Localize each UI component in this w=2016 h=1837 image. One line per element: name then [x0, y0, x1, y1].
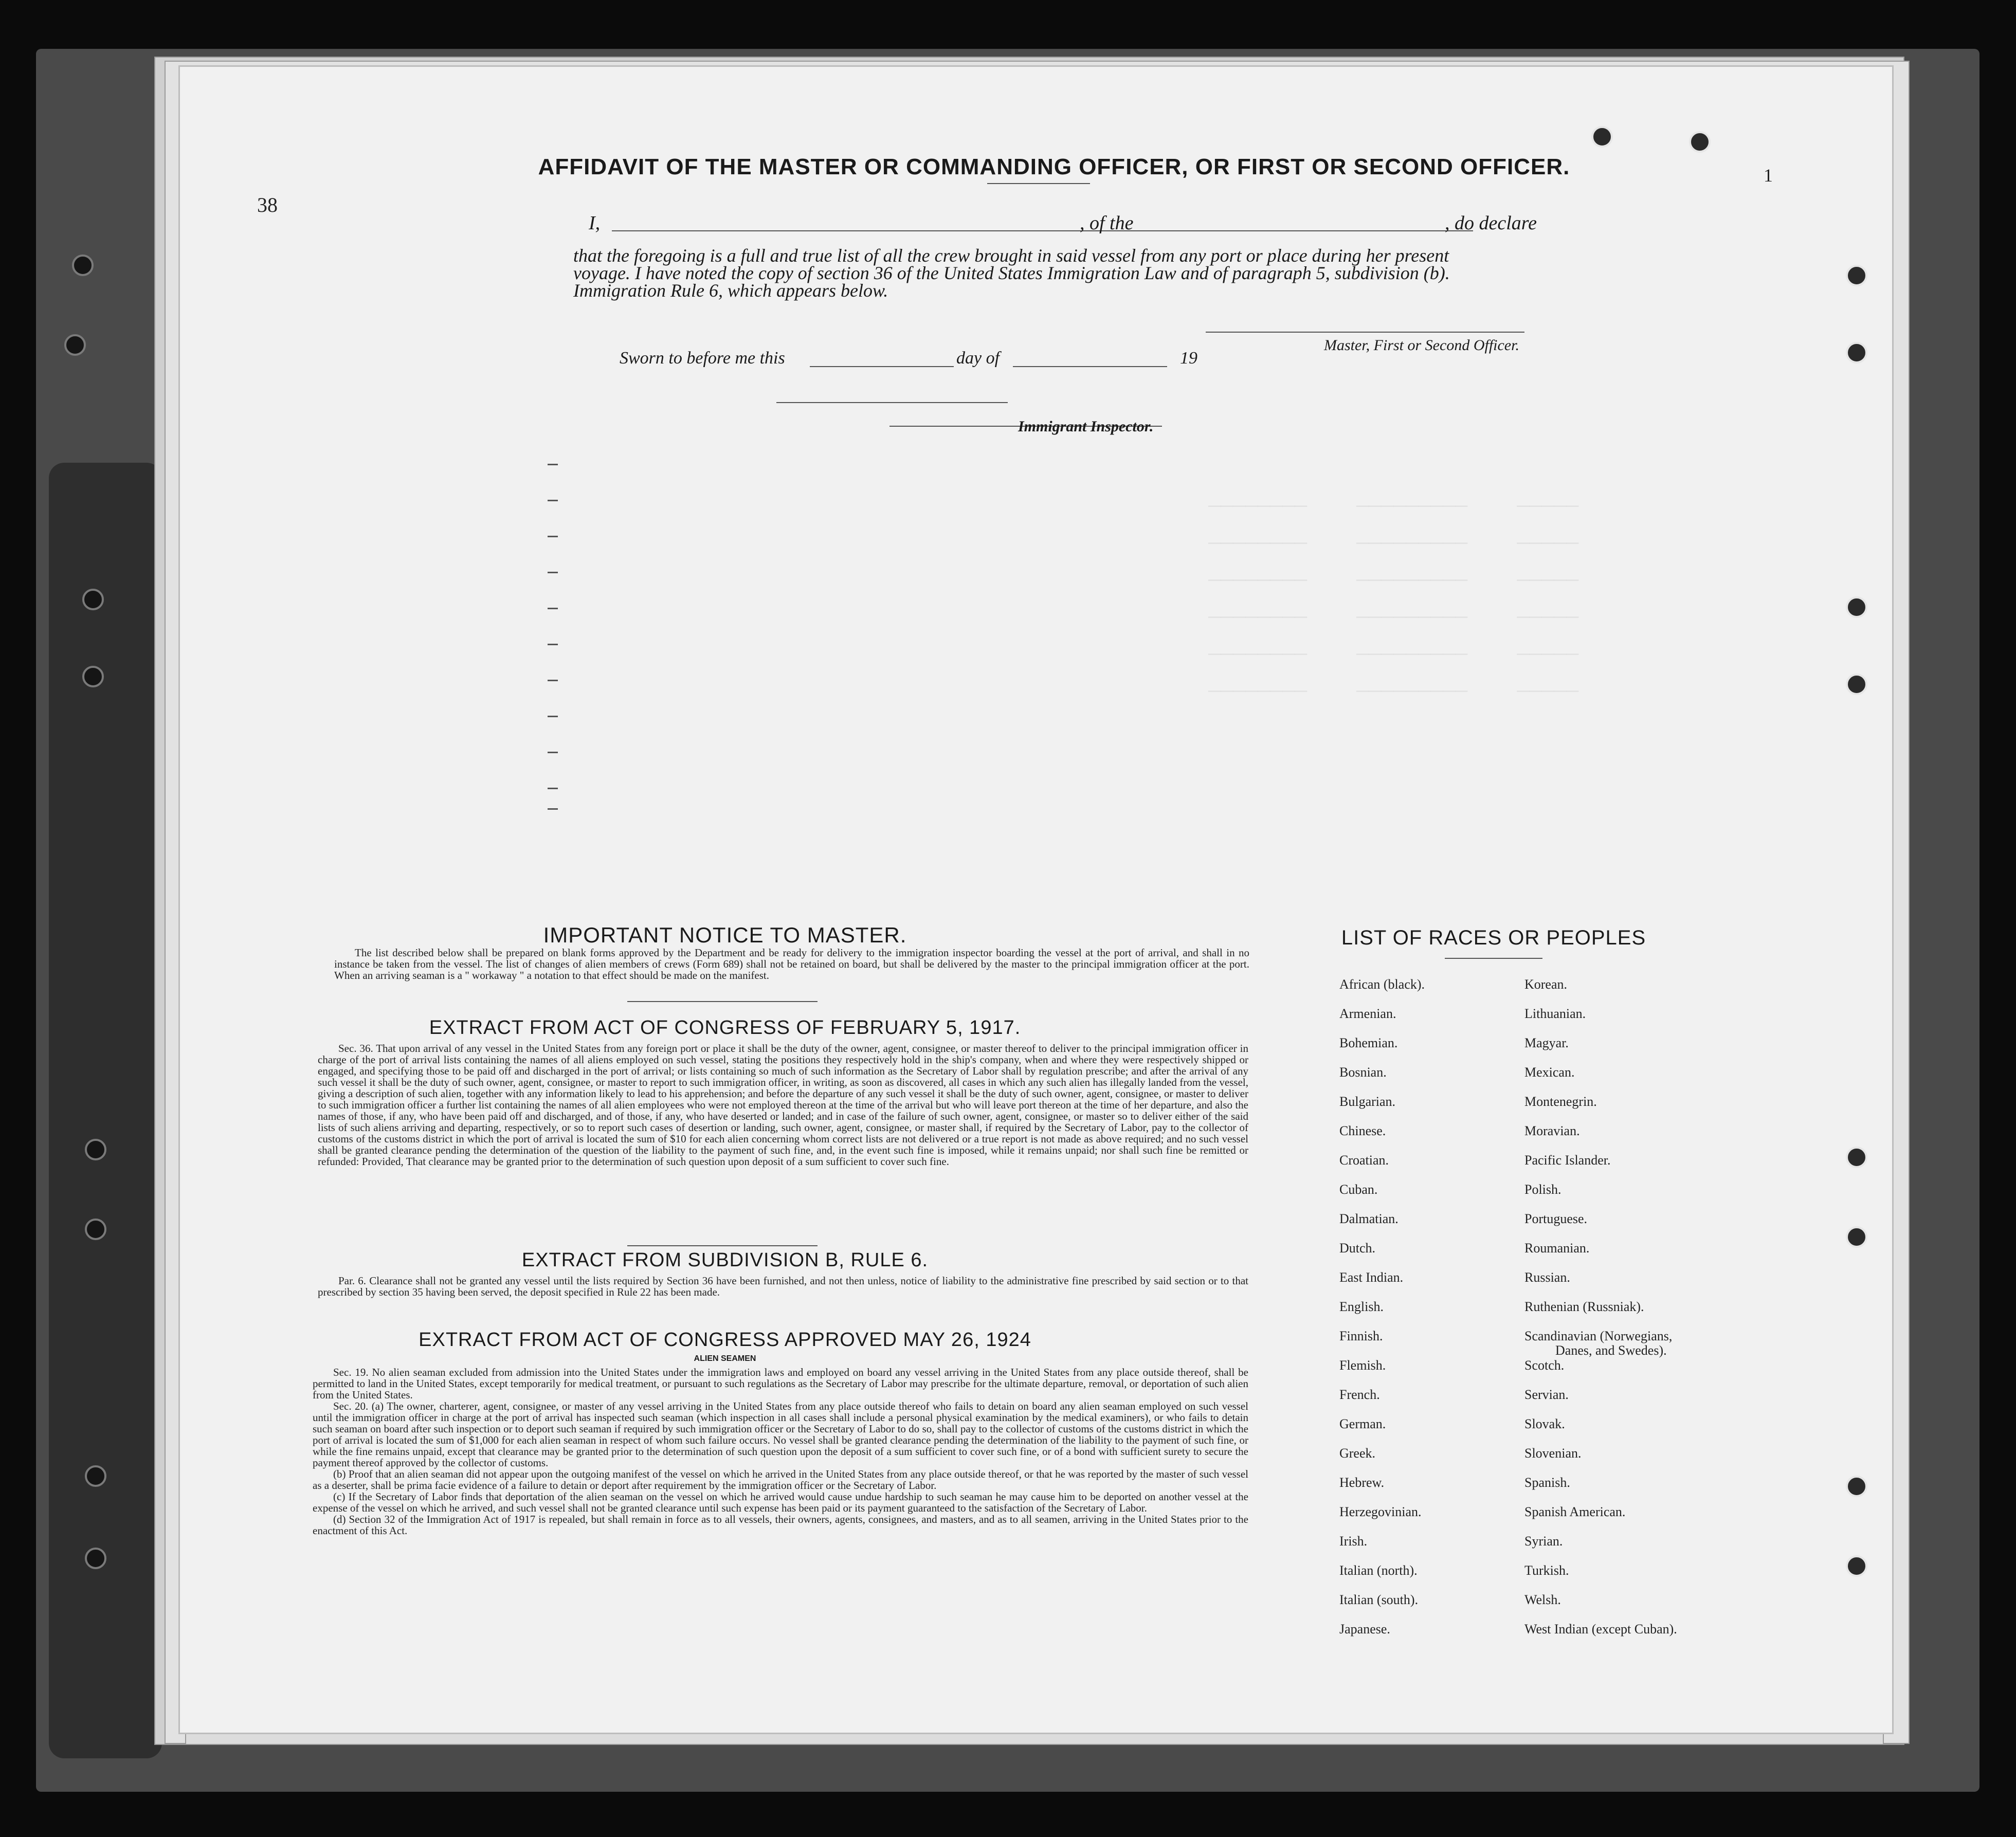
extract-1924-title: EXTRACT FROM ACT OF CONGRESS APPROVED MAY 26, 1924 — [419, 1329, 1031, 1351]
race-left-item: Dalmatian. — [1339, 1211, 1399, 1226]
race-right-item: Servian. — [1524, 1387, 1569, 1402]
race-right-item: Spanish. — [1524, 1475, 1570, 1490]
binder-hole-icon — [85, 1548, 106, 1569]
sec-20b-paragraph: (b) Proof that an alien seaman did not appear upon the outgoing manifest of the vessel on which he arrived in the United States from any place outside thereof, or that he was reported by the master of such vessel as a deserter, shall be prima facie evidence of a failure to detain or deport after requirement by the immigration officer or the Secretary of Labor. — [313, 1468, 1248, 1492]
binder-hole-icon — [82, 666, 104, 687]
dash-mark — [548, 644, 558, 645]
punch-hole-icon — [1689, 131, 1711, 153]
punch-hole-icon — [1846, 596, 1867, 618]
affidavit-title: AFFIDAVIT OF THE MASTER OR COMMANDING OFFICER, OR FIRST OR SECOND OFFICER. — [538, 154, 1570, 179]
sec-20a-paragraph: Sec. 20. (a) The owner, charterer, agent, consignee, or master of any vessel arriving in the United States from any place outside thereof who fails to detain on board any alien seaman employed on such vessel until the immigration officer in charge at the port of arrival has inspected such seaman (which inspection in all cases shall include a personal physical examination by the medical examiners), or who fails to detain such seaman on board after such inspection or to deport such seaman if required by such immigration officer or the Secretary of Labor to do so, shall pay to the collector of customs of the customs district in which the port of arrival is located the sum of $1,000 for each alien seaman in respect of whom such failure occurs. No vessel shall be granted clearance pending the determination of the liability to the payment of such fine, or while the fine remains unpaid, except that clearance may be granted prior to the determination of such question upon the deposit of a sum sufficient to cover such fine, or of a bond with sufficient surety to secure the payment thereof approved by the collector of customs. — [313, 1400, 1248, 1469]
race-right-item: Turkish. — [1524, 1563, 1569, 1578]
dash-mark — [548, 716, 558, 717]
race-left-item: Greek. — [1339, 1446, 1376, 1461]
race-left-item: Finnish. — [1339, 1329, 1383, 1343]
race-right-item: Syrian. — [1524, 1534, 1563, 1549]
sec-20d-paragraph: (d) Section 32 of the Immigration Act of 1917 is repealed, but shall remain in force as to all vessels, their owners, agents, consignees, and masters, and as to all seamen, arriving in the United States prior to the enactment of this Act. — [313, 1513, 1248, 1537]
extract-1917-title: EXTRACT FROM ACT OF CONGRESS OF FEBRUARY 5, 1917. — [429, 1017, 1021, 1039]
bleed-through-text: ──────── ───────── ───── ──────── ───────── ───── ──────── ───────── ───── ──────── ───────── ───── ──────── ───────── ───── ──────── ───────── ───── — [1208, 496, 1579, 704]
races-underline — [1445, 958, 1542, 959]
document-page — [180, 67, 1892, 1733]
declaration-i: I, — [589, 212, 601, 234]
handwritten-mark: 1 — [1764, 165, 1773, 186]
notice-body — [334, 947, 1249, 981]
punch-hole-icon — [1846, 674, 1867, 695]
sec-19-paragraph: Sec. 19. No alien seaman excluded from admission into the United States under the immigration laws and employed on board any vessel arriving in the United States from any place outside thereof, shall be permitted to land in the United States, except temporarily for medical treatment, or pursuant to such regulations as the Secretary of Labor may prescribe for the ultimate departure, removal, or deportation of such alien from the United States. — [313, 1366, 1248, 1401]
race-left-item: Armenian. — [1339, 1006, 1396, 1021]
race-left-item: Italian (north). — [1339, 1563, 1418, 1578]
declaration-line-3: voyage. I have noted the copy of section 36 of the United States Immigration Law and of paragraph 5, subdivision (b). — [573, 263, 1450, 283]
vessel-blank — [1134, 230, 1473, 231]
dash-mark — [548, 808, 558, 810]
divider — [627, 1245, 818, 1246]
binder-hole-icon — [72, 254, 94, 276]
notice-title: IMPORTANT NOTICE TO MASTER. — [543, 923, 907, 947]
extract-rule6-title: EXTRACT FROM SUBDIVISION B, RULE 6. — [521, 1249, 929, 1271]
handwritten-number: 38 — [257, 193, 278, 216]
declaration-do-declare: , do declare — [1445, 212, 1537, 234]
declaration-line-4: Immigration Rule 6, which appears below. — [573, 280, 888, 301]
dash-mark — [548, 500, 558, 501]
dash-mark — [548, 608, 558, 609]
race-left-item: Herzegovinian. — [1339, 1504, 1422, 1519]
race-right-item: Slovenian. — [1524, 1446, 1582, 1461]
race-right-item: Ruthenian (Russniak). — [1524, 1299, 1644, 1314]
race-right-item: Polish. — [1524, 1182, 1561, 1197]
race-right-item: Scotch. — [1524, 1358, 1565, 1373]
race-left-item: Bulgarian. — [1339, 1094, 1396, 1109]
declaration-line-2: that the foregoing is a full and true list of all the crew brought in said vessel from any port or place during her present — [573, 245, 1449, 266]
race-right-item: Roumanian. — [1524, 1241, 1590, 1256]
race-left-item: Italian (south). — [1339, 1592, 1419, 1607]
race-left-item: Cuban. — [1339, 1182, 1378, 1197]
binder-hole-icon — [85, 1139, 106, 1160]
race-right-item: Welsh. — [1524, 1592, 1561, 1607]
race-left-item: Flemish. — [1339, 1358, 1386, 1373]
dash-mark — [548, 752, 558, 753]
race-left-item: Chinese. — [1339, 1123, 1386, 1138]
binder-hole-icon — [82, 589, 104, 610]
race-left-item: Irish. — [1339, 1534, 1368, 1549]
race-right-item: Montenegrin. — [1524, 1094, 1597, 1109]
declaration-of-the: , of the — [1080, 212, 1134, 234]
master-signature-label: Master, First or Second Officer. — [1324, 337, 1519, 354]
race-right-item: Pacific Islander. — [1524, 1153, 1611, 1168]
inspector-label: Immigrant Inspector. — [1018, 418, 1154, 435]
binder-shadow — [49, 463, 162, 1758]
race-right-item: Slovak. — [1524, 1416, 1565, 1431]
punch-hole-icon — [1846, 1147, 1867, 1168]
extract-1924-subtitle: ALIEN SEAMEN — [694, 1354, 756, 1363]
race-left-item: Dutch. — [1339, 1241, 1376, 1256]
race-right-item: Scandinavian (Norwegians, — [1524, 1329, 1673, 1343]
dash-mark — [548, 464, 558, 465]
sec-20c-paragraph: (c) If the Secretary of Labor finds that deportation of the alien seaman on the vessel on which he arrived would cause undue hardship to such seaman he may cause him to be deported on another vessel at the expense of the vessel on which he arrived, and such vessel shall not be granted clearance until such expense has been paid or its payment guaranteed to the satisfaction of the Secretary of Labor. — [313, 1490, 1248, 1514]
race-right-item: Spanish American. — [1524, 1504, 1626, 1519]
title-underline — [987, 183, 1090, 184]
extract-1917-body — [318, 1043, 1248, 1167]
race-left-item: German. — [1339, 1416, 1386, 1431]
punch-hole-icon — [1846, 1555, 1867, 1577]
race-right-item: Mexican. — [1524, 1065, 1575, 1080]
year-prefix: 19 — [1180, 349, 1197, 368]
sworn-label: Sworn to before me this — [620, 349, 785, 368]
race-right-item: Portuguese. — [1524, 1211, 1588, 1226]
punch-hole-icon — [1846, 1476, 1867, 1497]
dash-mark — [548, 788, 558, 789]
extract-1917-paragraph: Sec. 36. That upon arrival of any vessel in the United States from any foreign port or place it shall be the duty of the owner, agent, consignee, or master thereof to deliver to the principal immigration officer in charge of the port of arrival lists containing the names of all aliens employed on such vessel, stating the positions they respectively hold in the ship's company, when and where they were respectively shipped or engaged, and specifying those to be paid off and discharged in the port of arrival; or lists containing so much of such information as the Secretary of Labor shall by regulation prescribe; and after the arrival of any such vessel it shall be the duty of such owner, agent, consignee, or master to report to such immigration officer, in writing, as soon as discovered, all cases in which any such alien has illegally landed from the vessel, giving a description of such alien, together with any information likely to lead to his apprehension; and before the departure of any such vessel it shall be the duty of such owner, agent, consignee, or master to deliver to such immigration officer a further list containing the names of all alien employees who were not employed thereon at the time of the arrival but who will leave port thereon at the time of her departure, and also the names of those, if any, who have been paid off and discharged, and of those, if any, who have deserted or landed; and in case of the failure of such owner, agent, consignee, or master so to deliver either of the said lists of such aliens arriving and departing, respectively, or so to report such cases of desertion or landing, such owner, agent, consignee, or master shall, if required by the Secretary of Labor, pay to the collector of customs of the customs district in which the port of arrival is located the sum of $10 for each alien concerning whom correct lists are not delivered or a true report is not made as above required; and no such vessel shall be granted clearance pending the determination of the question of the liability to the payment of such fine, and, in the event such fine is imposed, while it remains unpaid; nor shall such fine be remitted or refunded: Provided, That clearance may be granted prior to the determination of such question upon deposit of a sum sufficient to cover such fine. — [318, 1042, 1248, 1168]
binder-hole-icon — [85, 1465, 106, 1487]
race-left-item: Hebrew. — [1339, 1475, 1385, 1490]
race-left-item: English. — [1339, 1299, 1384, 1314]
dash-mark — [548, 680, 558, 681]
binder-hole-icon — [64, 334, 86, 356]
race-left-item: Bohemian. — [1339, 1035, 1398, 1050]
race-right-item: Korean. — [1524, 977, 1568, 992]
extract-rule6-paragraph: Par. 6. Clearance shall not be granted any vessel until the lists required by Section 36 have been furnished, and not then unless, notice of liability to the administrative fine prescribed by said section or to that prescribed by section 35 having been served, the deposit specified in Rule 22 has been made. — [318, 1275, 1248, 1298]
race-left-item: Bosnian. — [1339, 1065, 1387, 1080]
punch-hole-icon — [1846, 1226, 1867, 1248]
rule-line — [776, 402, 1008, 403]
extract-1924-body — [313, 1367, 1248, 1536]
day-of-label: day of — [956, 349, 1000, 368]
binder-hole-icon — [85, 1218, 106, 1240]
race-left-item: African (black). — [1339, 977, 1425, 992]
divider — [627, 1001, 818, 1002]
race-left-item: Japanese. — [1339, 1622, 1390, 1636]
race-right-item-continued: Danes, and Swedes). — [1555, 1343, 1667, 1358]
race-right-item: Lithuanian. — [1524, 1006, 1586, 1021]
notice-paragraph: The list described below shall be prepared on blank forms approved by the Department and be ready for delivery to the immigration inspector boarding the vessel at the port of arrival, and shall in no instance be taken from the vessel. The list of changes of alien members of crews (Form 689) shall not be retained on board, but shall be delivered by the master to the principal immigration officer at the port. When an arriving seaman is a " workaway " a notation to that effect should be made on the manifest. — [334, 947, 1249, 981]
sworn-month-blank — [1013, 366, 1167, 367]
race-left-item: Croatian. — [1339, 1153, 1389, 1168]
punch-hole-icon — [1846, 342, 1867, 363]
race-right-item: Magyar. — [1524, 1035, 1569, 1050]
dash-mark — [548, 536, 558, 537]
race-left-item: French. — [1339, 1387, 1380, 1402]
race-left-item: East Indian. — [1339, 1270, 1404, 1285]
punch-hole-icon — [1846, 265, 1867, 286]
sworn-day-blank — [810, 366, 954, 367]
dash-mark — [548, 572, 558, 573]
races-title: LIST OF RACES OR PEOPLES — [1341, 926, 1646, 949]
race-right-item: West Indian (except Cuban). — [1524, 1622, 1677, 1636]
extract-rule6-body — [318, 1275, 1248, 1298]
punch-hole-icon — [1591, 126, 1613, 148]
master-signature-line — [1206, 332, 1524, 333]
race-right-item: Moravian. — [1524, 1123, 1580, 1138]
name-blank — [612, 230, 1147, 231]
race-right-item: Russian. — [1524, 1270, 1570, 1285]
